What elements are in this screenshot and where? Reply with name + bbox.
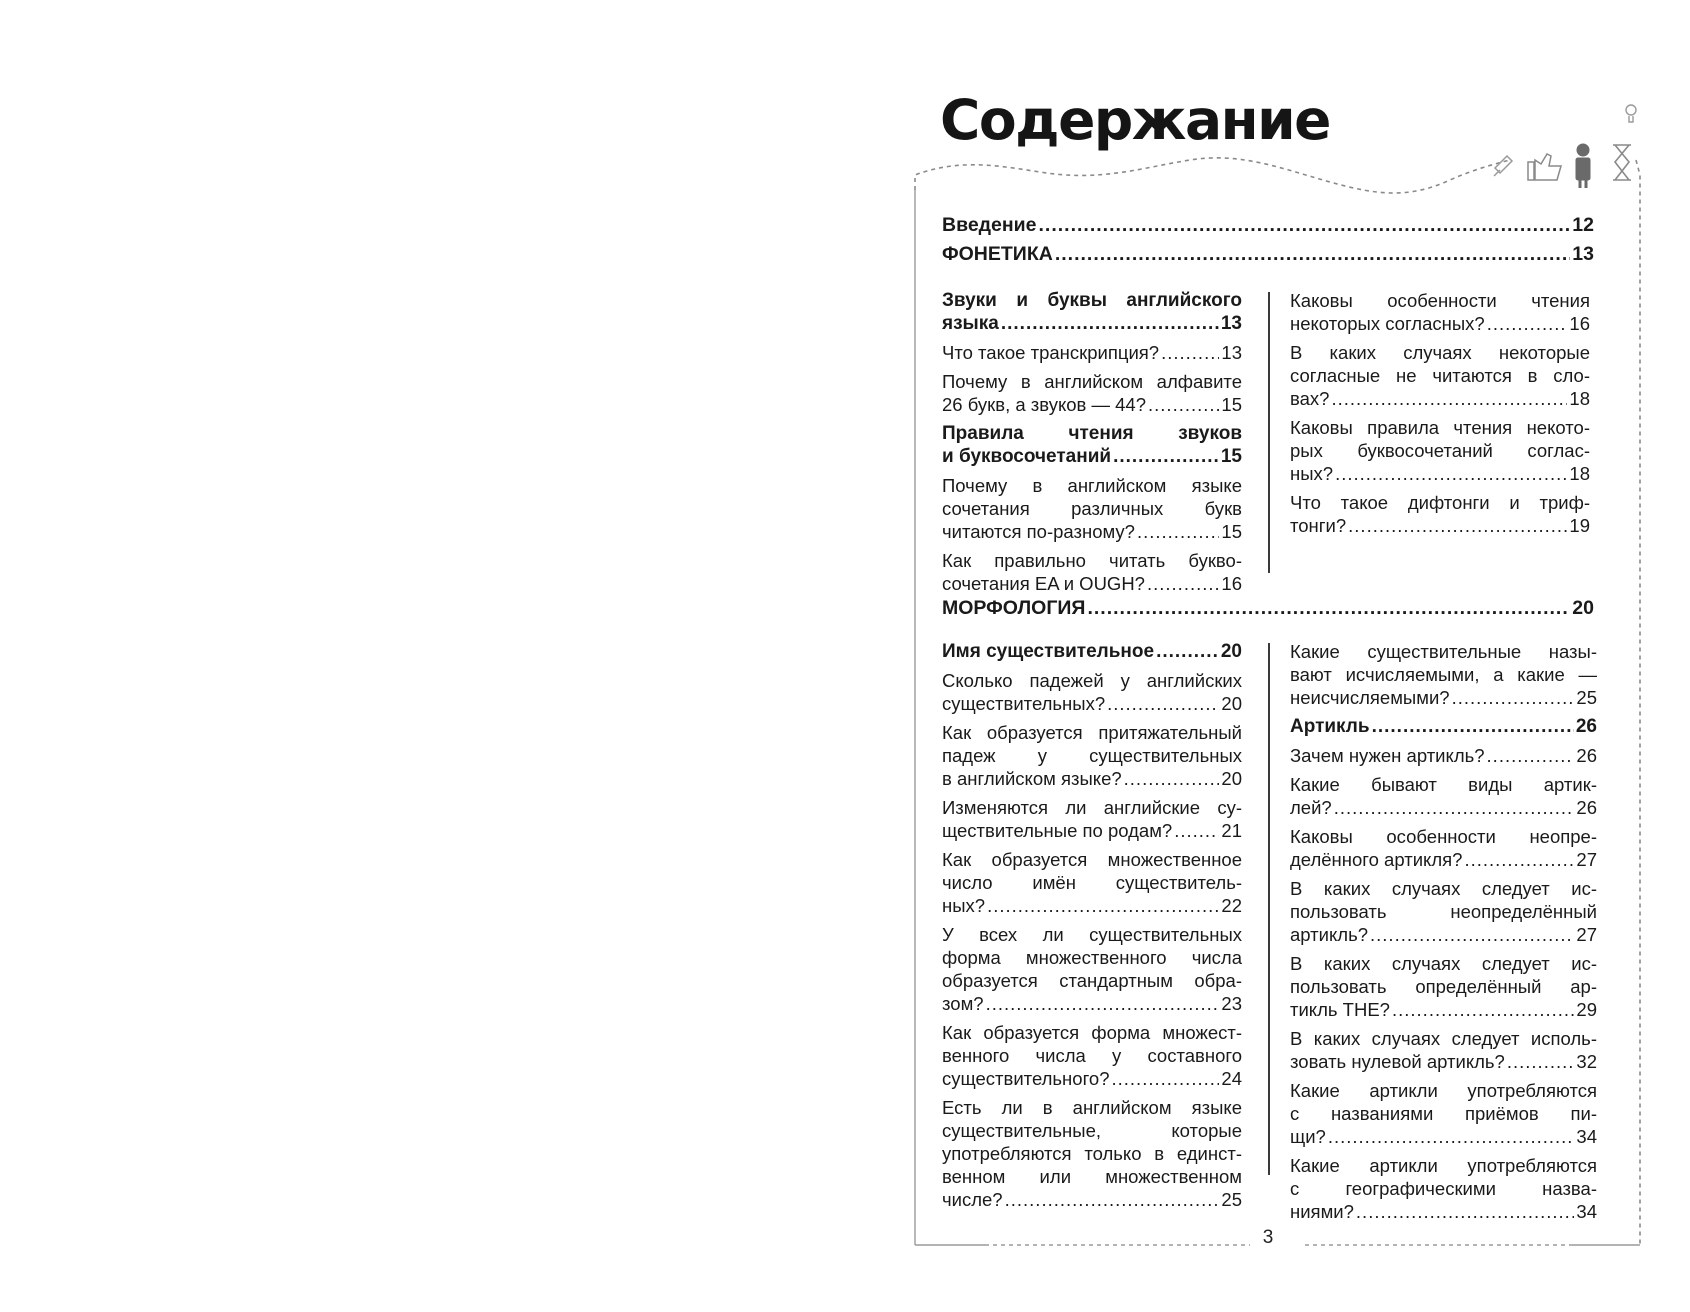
dot-leader bbox=[1039, 214, 1571, 237]
toc-entry-text: и буквосочетаний bbox=[942, 446, 1112, 467]
dot-leader bbox=[1156, 640, 1219, 663]
toc-entry-line bbox=[942, 819, 1242, 842]
toc-entry[interactable] bbox=[1290, 1079, 1597, 1148]
page-number: 3 bbox=[1262, 1227, 1274, 1248]
toc-entry-text: с названиями приёмов пи- bbox=[1290, 1103, 1597, 1124]
page-title: Содержание bbox=[940, 88, 1330, 152]
toc-entry-text: лей? bbox=[1290, 797, 1332, 818]
toc-entry-line bbox=[942, 341, 1242, 364]
toc-page-number: 29 bbox=[1576, 999, 1597, 1020]
toc-entry-line bbox=[942, 1188, 1242, 1211]
dot-leader bbox=[1148, 393, 1219, 416]
toc-page-number: 26 bbox=[1576, 797, 1597, 818]
toc-entry-line bbox=[1290, 439, 1590, 462]
toc-entry[interactable] bbox=[942, 669, 1242, 715]
toc-entry-text: Есть ли в английском языке bbox=[942, 1097, 1242, 1118]
right-dashed-border bbox=[1636, 160, 1640, 1245]
toc-entry-text: Как образуется притяжательный bbox=[942, 722, 1242, 743]
toc-section-entry[interactable] bbox=[1290, 715, 1597, 738]
toc-entry[interactable] bbox=[942, 474, 1242, 543]
toc-entry[interactable] bbox=[942, 796, 1242, 842]
toc-entry[interactable] bbox=[942, 721, 1242, 790]
toc-entry[interactable] bbox=[942, 848, 1242, 917]
toc-entry-text: число имён существитель- bbox=[942, 872, 1242, 893]
dot-leader bbox=[1107, 692, 1219, 715]
dot-leader bbox=[1124, 767, 1220, 790]
toc-section-entry[interactable] bbox=[942, 640, 1242, 663]
toc-entry[interactable] bbox=[1290, 825, 1597, 871]
toc-page-number: 27 bbox=[1576, 849, 1597, 870]
toc-entry-text: Каковы особенности чтения bbox=[1290, 290, 1590, 311]
toc-page-number: 34 bbox=[1576, 1201, 1597, 1222]
toc-entry-text: Каковы правила чтения некото- bbox=[1290, 417, 1590, 438]
toc-entry-text: Как образуется форма множест- bbox=[942, 1022, 1242, 1043]
toc-entry-phonetics[interactable] bbox=[942, 243, 1594, 266]
toc-entry[interactable] bbox=[942, 1096, 1242, 1211]
toc-entry-text: падеж у существительных bbox=[942, 745, 1242, 766]
toc-page-number: 24 bbox=[1221, 1068, 1242, 1089]
toc-entry-text: пользовать определённый ар- bbox=[1290, 976, 1597, 997]
toc-entry-line bbox=[1290, 289, 1590, 312]
toc-entry-line bbox=[1290, 975, 1597, 998]
phonetics-right-column bbox=[1290, 289, 1590, 543]
toc-entry-line bbox=[1290, 387, 1590, 410]
toc-page-number: 20 bbox=[1220, 641, 1242, 662]
dot-leader bbox=[1087, 597, 1570, 620]
phonetics-left-column bbox=[942, 289, 1242, 601]
toc-entry-line bbox=[1290, 877, 1597, 900]
toc-entry-line bbox=[942, 445, 1242, 468]
toc-entry-text: вают исчисляемыми, а какие — bbox=[1290, 664, 1597, 685]
toc-entry-line bbox=[942, 669, 1242, 692]
toc-entry-line bbox=[942, 946, 1242, 969]
toc-entry[interactable] bbox=[1290, 491, 1590, 537]
toc-entry-text: в английском языке? bbox=[942, 768, 1122, 789]
dot-leader bbox=[1137, 520, 1219, 543]
toc-entry-line bbox=[1290, 364, 1590, 387]
toc-entry-text: образуется стандартным обра- bbox=[942, 970, 1242, 991]
toc-entry-line bbox=[942, 969, 1242, 992]
toc-entry-line bbox=[942, 312, 1242, 335]
toc-entry-text: языка bbox=[942, 313, 999, 334]
toc-page-number: 20 bbox=[1221, 768, 1242, 789]
thumbs-up-icon bbox=[1528, 154, 1561, 180]
dot-leader bbox=[1372, 715, 1574, 738]
toc-page-number: 20 bbox=[1572, 597, 1594, 619]
toc-entry-text: сочетания EA и OUGH? bbox=[942, 573, 1145, 594]
toc-entry-title: ФОНЕТИКА bbox=[942, 243, 1053, 265]
toc-entry[interactable] bbox=[1290, 1154, 1597, 1223]
toc-entry-text: Какие бывают виды артик- bbox=[1290, 774, 1597, 795]
toc-entry-text: Какие артикли употребляются bbox=[1290, 1155, 1597, 1176]
toc-page-number: 19 bbox=[1569, 515, 1590, 536]
toc-entry-morphology[interactable] bbox=[942, 597, 1594, 620]
dot-leader bbox=[1112, 1067, 1220, 1090]
toc-entry-line bbox=[1290, 1200, 1597, 1223]
toc-entry-text: Почему в английском алфавите bbox=[942, 371, 1242, 392]
toc-entry[interactable] bbox=[942, 341, 1242, 364]
dot-leader bbox=[1335, 462, 1567, 485]
toc-entry-text: делённого артикля? bbox=[1290, 849, 1463, 870]
person-icon bbox=[1576, 144, 1590, 188]
dot-leader bbox=[1348, 514, 1567, 537]
toc-entry-text: форма множественного числа bbox=[942, 947, 1242, 968]
dot-leader bbox=[1174, 819, 1219, 842]
toc-entry-line bbox=[1290, 491, 1590, 514]
toc-entry-text: рых буквосочетаний соглас- bbox=[1290, 440, 1590, 461]
toc-page-number: 32 bbox=[1576, 1051, 1597, 1072]
toc-entry-text: с географическими назва- bbox=[1290, 1178, 1597, 1199]
lightbulb-icon bbox=[1626, 105, 1636, 122]
toc-entry-line bbox=[1290, 1050, 1597, 1073]
morphology-left-column bbox=[942, 640, 1242, 1217]
toc-entry-text: Зачем нужен артикль? bbox=[1290, 745, 1485, 766]
toc-entry-line bbox=[1290, 825, 1597, 848]
toc-entry-text: Правила чтения звуков bbox=[942, 423, 1242, 444]
toc-entry-text: пользовать неопределённый bbox=[1290, 901, 1597, 922]
toc-entry-text: щи? bbox=[1290, 1126, 1326, 1147]
dot-leader bbox=[1113, 445, 1219, 468]
toc-entry-line bbox=[1290, 900, 1597, 923]
toc-entry-line bbox=[942, 1119, 1242, 1142]
toc-entry-line bbox=[1290, 416, 1590, 439]
toc-page-number: 13 bbox=[1572, 243, 1594, 265]
toc-entry-text: читаются по-разному? bbox=[942, 521, 1135, 542]
toc-entry-line bbox=[942, 370, 1242, 393]
toc-entry[interactable] bbox=[1290, 952, 1597, 1021]
toc-entry-text: существительного? bbox=[942, 1068, 1110, 1089]
toc-entry-line bbox=[1290, 1079, 1597, 1102]
toc-entry-text: Почему в английском языке bbox=[942, 475, 1242, 496]
toc-entry-text: Сколько падежей у английских bbox=[942, 670, 1242, 691]
toc-section-entry[interactable] bbox=[942, 422, 1242, 468]
toc-entry-text: некоторых согласных? bbox=[1290, 313, 1485, 334]
toc-entry-text: тонги? bbox=[1290, 515, 1347, 536]
morphology-right-column bbox=[1290, 640, 1597, 1229]
toc-entry[interactable] bbox=[1290, 289, 1590, 335]
toc-entry[interactable] bbox=[1290, 877, 1597, 946]
toc-entry[interactable] bbox=[942, 923, 1242, 1015]
toc-entry-text: вах? bbox=[1290, 388, 1330, 409]
toc-entry-line bbox=[1290, 462, 1590, 485]
toc-entry[interactable] bbox=[1290, 744, 1597, 767]
toc-page-number: 18 bbox=[1569, 463, 1590, 484]
toc-page-number: 26 bbox=[1576, 745, 1597, 766]
hourglass-icon bbox=[1613, 145, 1631, 180]
toc-entry-line bbox=[1290, 663, 1597, 686]
toc-page-number: 16 bbox=[1569, 313, 1590, 334]
toc-entry-line bbox=[1290, 1027, 1597, 1050]
toc-entry-text: Как правильно читать букво- bbox=[942, 550, 1242, 571]
toc-page-number: 25 bbox=[1221, 1189, 1242, 1210]
toc-entry-text: Имя существительное bbox=[942, 641, 1155, 662]
toc-entry-text: 26 букв, а звуков — 44? bbox=[942, 394, 1147, 415]
toc-entry-line bbox=[942, 640, 1242, 663]
toc-entry-text: существительных? bbox=[942, 693, 1106, 714]
wavy-top-border bbox=[915, 158, 1510, 193]
toc-entry-line bbox=[1290, 640, 1597, 663]
toc-entry-text: зовать нулевой артикль? bbox=[1290, 1051, 1505, 1072]
toc-entry-line bbox=[942, 796, 1242, 819]
toc-entry[interactable] bbox=[942, 549, 1242, 595]
toc-entry-text: существительные, которые bbox=[942, 1120, 1242, 1141]
toc-entry-text: Как образуется множественное bbox=[942, 849, 1242, 870]
toc-page-number: 16 bbox=[1221, 573, 1242, 594]
toc-entry[interactable] bbox=[942, 370, 1242, 416]
toc-entry-line bbox=[942, 1044, 1242, 1067]
dot-leader bbox=[1334, 796, 1575, 819]
toc-entry-line bbox=[1290, 686, 1597, 709]
toc-entry-line bbox=[942, 848, 1242, 871]
dot-leader bbox=[986, 992, 1220, 1015]
toc-entry-text: В каких случаях некоторые bbox=[1290, 342, 1590, 363]
toc-entry-text: Каковы особенности неопре- bbox=[1290, 826, 1597, 847]
dot-leader bbox=[1452, 686, 1575, 709]
toc-page-number: 27 bbox=[1576, 924, 1597, 945]
toc-entry-line bbox=[942, 894, 1242, 917]
toc-entry-text: числе? bbox=[942, 1189, 1003, 1210]
toc-entry-line bbox=[1290, 341, 1590, 364]
morphology-column-divider bbox=[1268, 643, 1270, 1175]
toc-entry-line bbox=[1290, 848, 1597, 871]
toc-entry-line bbox=[942, 572, 1242, 595]
toc-page-number: 21 bbox=[1221, 820, 1242, 841]
toc-entry-line bbox=[942, 871, 1242, 894]
dot-leader bbox=[987, 894, 1219, 917]
toc-entry-line bbox=[1290, 312, 1590, 335]
toc-entry-text: неисчисляемыми? bbox=[1290, 687, 1450, 708]
toc-entry-line bbox=[942, 1142, 1242, 1165]
toc-entry[interactable] bbox=[1290, 416, 1590, 485]
toc-page-number: 13 bbox=[1220, 313, 1242, 334]
toc-entry-line bbox=[1290, 923, 1597, 946]
dot-leader bbox=[1055, 243, 1570, 266]
toc-entry-text: Что такое дифтонги и триф- bbox=[1290, 492, 1590, 513]
toc-entry-line bbox=[942, 767, 1242, 790]
toc-entry-title: МОРФОЛОГИЯ bbox=[942, 597, 1086, 619]
toc-entry-line bbox=[942, 497, 1242, 520]
toc-entry[interactable] bbox=[1290, 341, 1590, 410]
toc-entry-text: согласные не читаются в сло- bbox=[1290, 365, 1590, 386]
dot-leader bbox=[1328, 1125, 1575, 1148]
toc-entry-line bbox=[1290, 796, 1597, 819]
toc-entry[interactable] bbox=[1290, 1027, 1597, 1073]
toc-entry-line bbox=[942, 1096, 1242, 1119]
dot-leader bbox=[1487, 312, 1568, 335]
toc-entry-text: Звуки и буквы английского bbox=[942, 290, 1242, 311]
toc-entry-text: Какие артикли употребляются bbox=[1290, 1080, 1597, 1101]
toc-entry-line bbox=[1290, 998, 1597, 1021]
toc-page-number: 22 bbox=[1221, 895, 1242, 916]
toc-entry-text: В каких случаях следует ис- bbox=[1290, 878, 1597, 899]
toc-entry-text: ниями? bbox=[1290, 1201, 1354, 1222]
toc-entry-line bbox=[942, 474, 1242, 497]
toc-entry-line bbox=[1290, 514, 1590, 537]
toc-entry-line bbox=[1290, 1154, 1597, 1177]
toc-entry-text: ных? bbox=[1290, 463, 1334, 484]
dot-leader bbox=[1507, 1050, 1575, 1073]
toc-entry-line bbox=[942, 393, 1242, 416]
toc-entry-line bbox=[942, 289, 1242, 312]
toc-entry-text: ществительные по родам? bbox=[942, 820, 1173, 841]
toc-page-number: 18 bbox=[1569, 388, 1590, 409]
toc-entry-line bbox=[1290, 952, 1597, 975]
toc-page-number: 15 bbox=[1221, 394, 1242, 415]
dot-leader bbox=[1464, 848, 1574, 871]
toc-entry[interactable] bbox=[942, 1021, 1242, 1090]
dot-leader bbox=[1392, 998, 1574, 1021]
toc-entry-line bbox=[1290, 744, 1597, 767]
toc-page-number: 20 bbox=[1221, 693, 1242, 714]
toc-entry-text: венном или множественном bbox=[942, 1166, 1242, 1187]
dot-leader bbox=[1331, 387, 1567, 410]
toc-page-number: 13 bbox=[1221, 342, 1242, 363]
toc-entry-text: У всех ли существительных bbox=[942, 924, 1242, 945]
toc-entry-text: употребляются только в единст- bbox=[942, 1143, 1242, 1164]
dot-leader bbox=[1001, 312, 1219, 335]
toc-entry-line bbox=[942, 549, 1242, 572]
toc-entry-text: Артикль bbox=[1290, 716, 1370, 737]
toc-entry-line bbox=[942, 744, 1242, 767]
toc-entry-line bbox=[942, 520, 1242, 543]
toc-page-number: 23 bbox=[1221, 993, 1242, 1014]
toc-entry-text: венного числа у составного bbox=[942, 1045, 1242, 1066]
toc-section-entry[interactable] bbox=[942, 289, 1242, 335]
toc-entry-line bbox=[1290, 1102, 1597, 1125]
dot-leader bbox=[1356, 1200, 1575, 1223]
toc-page-number: 12 bbox=[1572, 214, 1594, 236]
phonetics-column-divider bbox=[1268, 292, 1270, 573]
toc-entry-line bbox=[942, 923, 1242, 946]
toc-entry-text: В каких случаях следует исполь- bbox=[1290, 1028, 1597, 1049]
toc-entry-text: В каких случаях следует ис- bbox=[1290, 953, 1597, 974]
toc-entry-line bbox=[1290, 1125, 1597, 1148]
toc-entry-text: ных? bbox=[942, 895, 986, 916]
toc-entry-line bbox=[942, 992, 1242, 1015]
dot-leader bbox=[1161, 341, 1219, 364]
toc-entry[interactable] bbox=[1290, 640, 1597, 709]
toc-entry-line bbox=[1290, 1177, 1597, 1200]
toc-entry-line bbox=[942, 1067, 1242, 1090]
toc-page-number: 25 bbox=[1576, 687, 1597, 708]
toc-entry-text: тикль THE? bbox=[1290, 999, 1390, 1020]
toc-entry-introduction[interactable] bbox=[942, 214, 1594, 237]
toc-entry-text: Какие существительные назы- bbox=[1290, 641, 1597, 662]
dot-leader bbox=[1005, 1188, 1220, 1211]
toc-page-number: 26 bbox=[1575, 716, 1597, 737]
toc-page-number: 15 bbox=[1221, 521, 1242, 542]
toc-page-number: 15 bbox=[1220, 446, 1242, 467]
toc-entry-line bbox=[942, 1165, 1242, 1188]
toc-entry-text: артикль? bbox=[1290, 924, 1369, 945]
dot-leader bbox=[1487, 744, 1575, 767]
toc-entry[interactable] bbox=[1290, 773, 1597, 819]
dot-leader bbox=[1147, 572, 1219, 595]
toc-entry-line bbox=[942, 721, 1242, 744]
toc-entry-text: сочетания различных букв bbox=[942, 498, 1242, 519]
toc-entry-line bbox=[942, 692, 1242, 715]
pin-icon bbox=[1494, 156, 1512, 176]
toc-entry-text: Что такое транскрипция? bbox=[942, 342, 1160, 363]
dot-leader bbox=[1370, 923, 1574, 946]
toc-entry-text: Изменяются ли английские су- bbox=[942, 797, 1242, 818]
toc-entry-line bbox=[942, 422, 1242, 445]
toc-entry-line bbox=[1290, 773, 1597, 796]
toc-entry-text: зом? bbox=[942, 993, 984, 1014]
toc-entry-title: Введение bbox=[942, 214, 1037, 236]
toc-entry-line bbox=[1290, 715, 1597, 738]
toc-entry-line bbox=[942, 1021, 1242, 1044]
toc-page-number: 34 bbox=[1576, 1126, 1597, 1147]
